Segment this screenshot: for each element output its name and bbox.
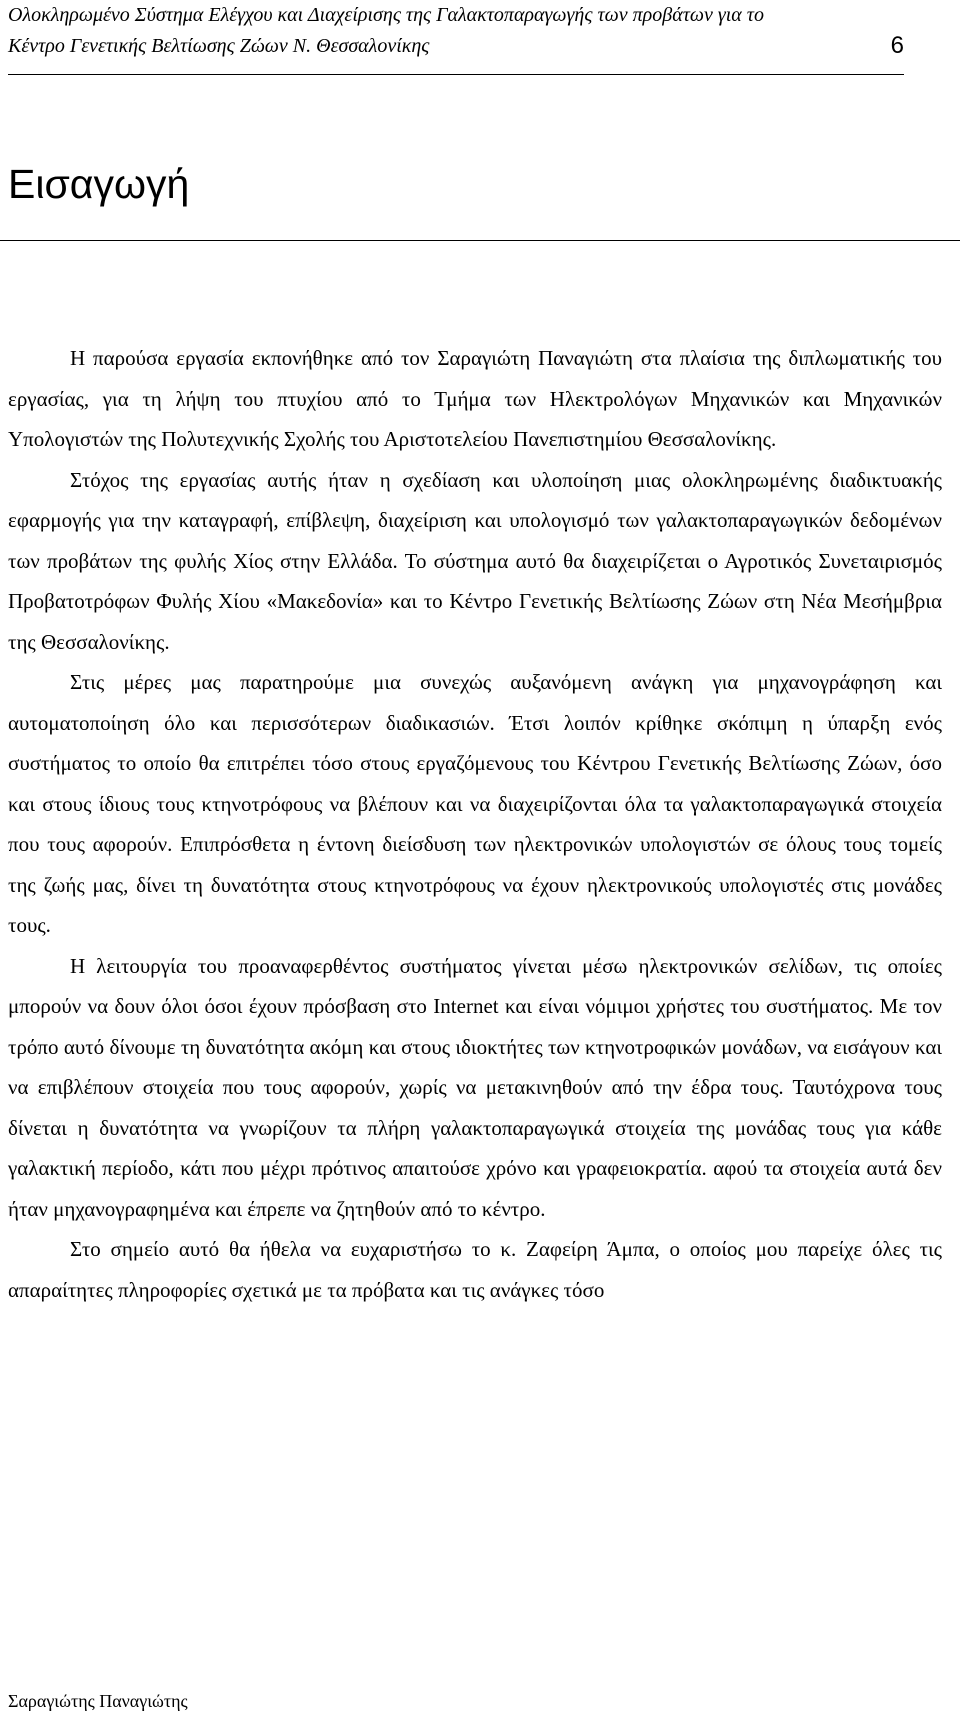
paragraph-2: Στόχος της εργασίας αυτής ήταν η σχεδίαση και υλοποίηση μιας ολοκληρωμένης διαδικτυακής εφαρμογής για την καταγραφή, επίβλεψη, διαχείριση και υπολογισμό των γαλακτοπαραγωγικών δεδομένων των προβάτων της φυλής Χίος στην Ελλάδα. Το σύστημα αυτό θα διαχειρίζεται ο Αγροτικός Συνεταιρισμός Προβατοτρόφων Φυλής Χίου «Μακεδονία» και το Κέντρο Γενετικής Βελτίωσης Ζώων στη Νέα Μεσήμβρια της Θεσσαλονίκης.	[8, 467, 942, 654]
page-title: Εισαγωγή	[8, 161, 190, 207]
page-header	[8, 0, 904, 75]
title-section	[0, 150, 960, 241]
header-title-line-1: Ολοκληρωμένο Σύστημα Ελέγχου και Διαχείρισης της Γαλακτοπαραγωγής των προβάτων για το	[8, 4, 764, 26]
header-title-line-2: Κέντρο Γενετικής Βελτίωσης Ζώων Ν. Θεσσαλονίκης	[8, 35, 430, 57]
paragraph-5: Στο σημείο αυτό θα ήθελα να ευχαριστήσω το κ. Ζαφείρη Άμπα, ο οποίος μου παρείχε όλες τις απαραίτητες πληροφορίες σχετικά με τα πρόβατα και τις ανάγκες τόσο	[8, 1237, 942, 1302]
body-text	[8, 338, 942, 1310]
page-number: 6	[890, 32, 904, 59]
paragraph-4: Η λειτουργία του προαναφερθέντος συστήματος γίνεται μέσω ηλεκτρονικών σελίδων, τις οποίες μπορούν να δουν όλοι όσοι έχουν πρόσβαση στο Internet και είναι νόμιμοι χρήστες του συστήματος. Με τον τρόπο αυτό δίνουμε τη δυνατότητα ακόμη και στους ιδιοκτήτες των κτηνοτροφικών μονάδων, να εισάγουν και να επιβλέπουν στοιχεία που τους αφορούν, χωρίς να μετακινηθούν από την έδρα τους. Ταυτόχρονα τους δίνεται η δυνατότητα να γνωρίζουν τα πλήρη γαλακτοπαραγωγικά στοιχεία της μονάδας τους για κάθε γαλακτική περίοδο, κάτι που μέχρι πρότινος απαιτούσε χρόνο και γραφειοκρατία. αφού τα στοιχεία αυτά δεν ήταν μηχανογραφημένα και έπρεπε να ζητηθούν από το κέντρο.	[8, 953, 942, 1221]
page-footer-author: Σαραγιώτης Παναγιώτης	[8, 1691, 188, 1711]
paragraph-1: Η παρούσα εργασία εκπονήθηκε από τον Σαραγιώτη Παναγιώτη στα πλαίσια της διπλωματικής του εργασίας, για τη λήψη του πτυχίου από το Τμήμα των Ηλεκτρολόγων Μηχανικών και Μηχανικών Υπολογιστών της Πολυτεχνικής Σχολής του Αριστοτελείου Πανεπιστημίου Θεσσαλονίκης.	[8, 346, 942, 451]
paragraph-3: Στις μέρες μας παρατηρούμε μια συνεχώς αυξανόμενη ανάγκη για μηχανογράφηση και αυτοματοποίηση όλο και περισσότερων διαδικασιών. Έτσι λοιπόν κρίθηκε σκόπιμη η ύπαρξη ενός συστήματος το οποίο θα επιτρέπει τόσο στους εργαζόμενους του Κέντρου Γενετικής Βελτίωσης Ζώων, όσο και στους ίδιους τους κτηνοτρόφους να βλέπουν και να διαχειρίζονται όλα τα γαλακτοπαραγωγικά στοιχεία που τους αφορούν. Επιπρόσθετα η έντονη διείσδυση των ηλεκτρονικών υπολογιστών σε όλους τους τομείς της ζωής μας, δίνει τη δυνατότητα στους κτηνοτρόφους να έχουν ηλεκτρονικούς υπολογιστές στις μονάδες τους.	[8, 670, 942, 937]
